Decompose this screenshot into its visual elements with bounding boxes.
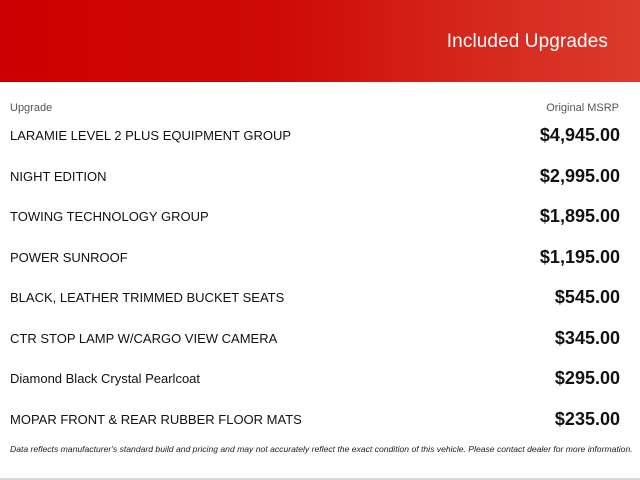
upgrade-list [10, 115, 620, 439]
upgrade-name: Diamond Black Crystal Pearlcoat [10, 371, 201, 386]
table-header [10, 101, 619, 115]
page-title: Included Upgrades [446, 31, 608, 52]
table-row [10, 399, 620, 440]
table-row [10, 277, 620, 318]
table-row [10, 196, 620, 237]
upgrade-price: $295.00 [554, 368, 620, 388]
table-row [10, 318, 620, 359]
upgrade-price: $345.00 [554, 327, 620, 348]
upgrade-name: LARAMIE LEVEL 2 PLUS EQUIPMENT GROUP [10, 128, 292, 143]
column-header-msrp: Original MSRP [546, 102, 619, 114]
upgrade-price: $4,945.00 [539, 125, 620, 145]
header-banner [0, 0, 640, 82]
upgrade-name: TOWING TECHNOLOGY GROUP [10, 209, 209, 224]
table-row [10, 156, 620, 197]
upgrade-name: POWER SUNROOF [10, 249, 128, 265]
disclaimer-text: Data reflects manufacturer's standard build and pricing and may not accurately reflect the exact condition of this vehicle. Please contact dealer for more information. [10, 444, 633, 454]
table-row [10, 358, 620, 399]
column-header-upgrade: Upgrade [10, 102, 53, 114]
upgrade-name: MOPAR FRONT & REAR RUBBER FLOOR MATS [10, 411, 302, 427]
upgrade-price: $1,895.00 [539, 206, 620, 226]
upgrade-name: BLACK, LEATHER TRIMMED BUCKET SEATS [10, 290, 285, 305]
upgrade-price: $235.00 [554, 408, 620, 429]
table-row [10, 115, 620, 156]
upgrade-name: CTR STOP LAMP W/CARGO VIEW CAMERA [10, 330, 278, 346]
upgrade-price: $545.00 [554, 287, 620, 307]
upgrade-price: $1,195.00 [539, 246, 620, 267]
upgrade-price: $2,995.00 [539, 165, 620, 186]
table-row [10, 237, 620, 278]
upgrade-name: NIGHT EDITION [10, 168, 107, 184]
